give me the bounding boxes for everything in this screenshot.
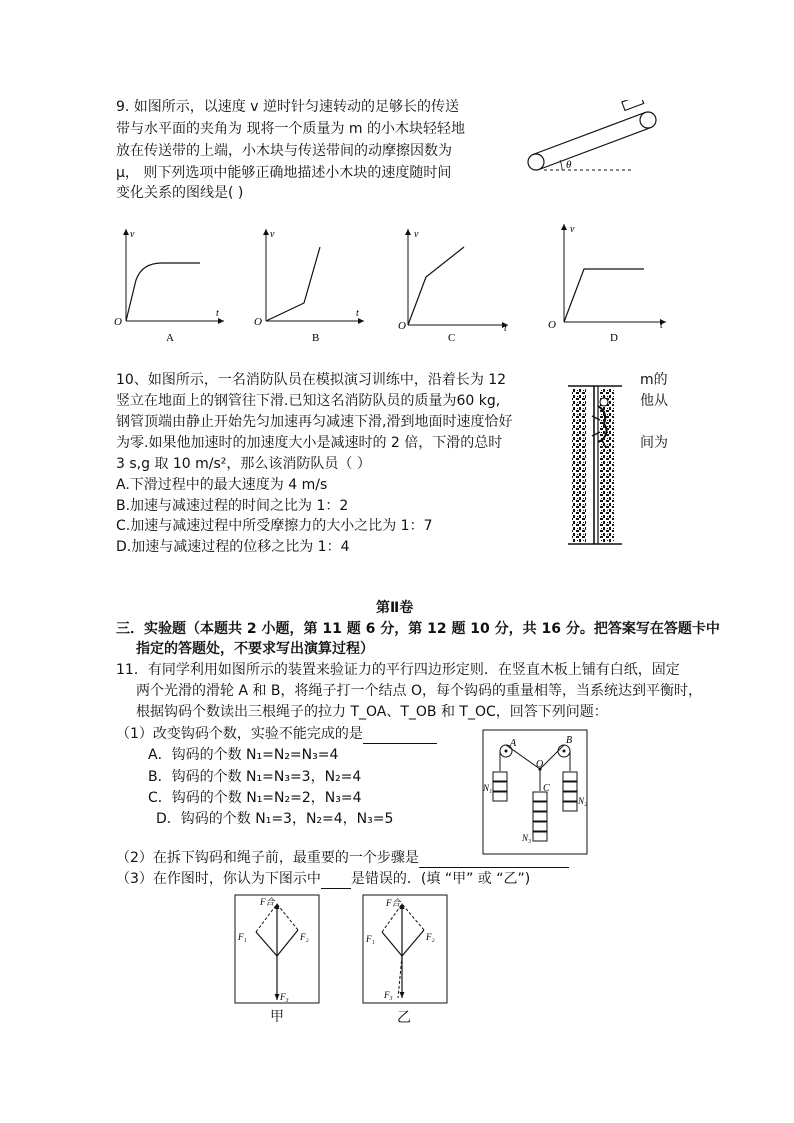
- q9-line-1: 9. 如图所示，以速度 v 逆时针匀速转动的足够长的传送: [116, 99, 459, 115]
- q11-sub1: [116, 724, 437, 744]
- q11-option-d: D．钩码的个数 N₁=3，N₂=4，N₃=5: [156, 811, 394, 827]
- pulley-b-label: B: [566, 735, 573, 746]
- graph-C-t-label: t: [504, 323, 507, 334]
- q10-option-a: A.下滑过程中的最大速度为 4 m/s: [116, 477, 328, 493]
- q11-line-1: 11．有同学利用如图所示的装置来验证力的平行四边形定则．在竖直木板上铺有白纸，固定: [116, 662, 680, 678]
- q11-sub2-blank[interactable]: [419, 853, 569, 868]
- q10-line-2: 竖立在地面上的钢管往下滑.已知这名消防队员的质量为60 kg,: [116, 393, 501, 409]
- q10-right-fragment-2: 他从: [640, 393, 668, 409]
- graph-C: [396, 225, 516, 345]
- knot-o-label: O: [536, 759, 544, 770]
- q10-line-5: 3 s,g 取 10 m/s²，那么该消防队员（ ）: [116, 456, 371, 472]
- section-ii-title: 第Ⅱ卷: [376, 600, 414, 616]
- force-diagram-jia: [234, 894, 320, 1006]
- section-iii-heading-1: 三．实验题（本题共 2 小题，第 11 题 6 分，第 12 题 10 分，共 16 分。把答案写在答题卡中: [116, 621, 720, 637]
- force-diagram-yi: [362, 894, 448, 1006]
- jia-f3-label: F₃: [280, 992, 289, 1002]
- jia-f-combined-label: F合: [260, 897, 275, 907]
- q11-sub1-blank[interactable]: [363, 729, 437, 744]
- q9-line-4: μ， 则下列选项中能够正确地描述小木块的速度随时间: [116, 165, 452, 181]
- yi-f-combined-label: F合: [386, 898, 401, 908]
- graph-D-t-label: t: [660, 320, 663, 331]
- graph-A-v-label: v: [130, 229, 135, 240]
- q11-line-3: 根据钩码个数读出三根绳子的拉力 T_OA、T_OB 和 T_OC，回答下列问题：: [136, 704, 608, 720]
- graph-C-origin: O: [398, 320, 406, 332]
- q10-right-fragment-3: 间为: [640, 435, 668, 451]
- q10-line-3: 钢管顶端由静止开始先匀加速再匀减速下滑,滑到地面时速度恰好: [116, 414, 513, 430]
- caption-jia: 甲: [270, 1009, 284, 1025]
- firefighter-pole-figure: [564, 380, 626, 550]
- graph-A-t-label: t: [216, 308, 219, 319]
- graph-B-origin: O: [254, 316, 262, 328]
- q11-sub2-text: （2）在拆下钩码和绳子前，最重要的一个步骤是: [116, 850, 419, 866]
- n2-label: N₂: [578, 796, 588, 806]
- q10-right-fragment-1: m的: [640, 372, 668, 388]
- pulley-apparatus-figure: [482, 729, 588, 855]
- q9-line-5: 变化关系的图线是( ): [116, 185, 244, 201]
- conveyor-belt-figure: [522, 100, 662, 180]
- graph-A-origin: O: [114, 316, 122, 328]
- q10-line-4: 为零.如果他加速时的加速度大小是减速时的 2 倍，下滑的总时: [116, 435, 503, 451]
- caption-yi: 乙: [397, 1010, 411, 1026]
- q10-option-d: D.加速与减速过程的位移之比为 1：4: [116, 539, 350, 555]
- q11-sub3-text: （3）在作图时，你认为下图示中: [116, 871, 321, 887]
- q11-sub1-text: （1）改变钩码个数，实验不能完成的是: [116, 726, 363, 742]
- q9-line-2: 带与水平面的夹角为 现将一个质量为 m 的小木块轻轻地: [116, 121, 465, 137]
- graph-D-v-label: v: [570, 224, 575, 235]
- graph-D-origin: O: [548, 319, 556, 331]
- q11-option-a: A．钩码的个数 N₁=N₂=N₃=4: [148, 747, 339, 763]
- yi-f3-label: F₃: [384, 990, 393, 1000]
- section-iii-heading-2: 指定的答题处，不要求写出演算过程）: [136, 641, 374, 657]
- graph-D-caption: D: [610, 332, 618, 344]
- graph-C-caption: C: [448, 332, 456, 344]
- yi-f2-label: F₂: [426, 932, 435, 942]
- point-c-label: C: [543, 783, 550, 794]
- graph-B-caption: B: [312, 332, 320, 344]
- q11-option-b: B．钩码的个数 N₁=N₃=3，N₂=4: [148, 769, 362, 785]
- q11-sub3-tail: 是错误的．(填 “甲” 或 “乙”): [350, 871, 531, 887]
- graph-D: [544, 220, 674, 345]
- graph-A: [112, 225, 232, 345]
- graph-B-v-label: v: [270, 229, 275, 240]
- n1-label: N₁: [483, 783, 493, 793]
- jia-f2-label: F₂: [300, 932, 309, 942]
- q11-option-c: C．钩码的个数 N₁=N₂=2，N₃=4: [148, 790, 362, 806]
- q9-line-3: 放在传送带的上端，小木块与传送带间的动摩擦因数为: [116, 143, 452, 159]
- jia-f1-label: F₁: [238, 932, 247, 942]
- yi-f1-label: F₁: [366, 934, 375, 944]
- graph-B-t-label: t: [356, 308, 359, 319]
- q10-option-b: B.加速与减速过程的时间之比为 1：2: [116, 498, 349, 514]
- graph-A-caption: A: [166, 332, 174, 344]
- q10-option-c: C.加速与减速过程中所受摩擦力的大小之比为 1：7: [116, 518, 433, 534]
- q11-sub3: [116, 869, 530, 889]
- graph-B: [252, 225, 372, 345]
- angle-theta-label: θ: [566, 159, 572, 171]
- graph-C-v-label: v: [414, 229, 419, 240]
- q10-line-1: 10、如图所示，一名消防队员在模拟演习训练中，沿着长为 12: [116, 372, 507, 388]
- n3-label: N₃: [522, 833, 532, 843]
- q11-line-2: 两个光滑的滑轮 A 和 B，将绳子打一个结点 O，每个钩码的重量相等，当系统达到平衡时，: [136, 683, 702, 699]
- pulley-a-label: A: [510, 738, 517, 749]
- q11-sub3-blank[interactable]: [321, 874, 351, 889]
